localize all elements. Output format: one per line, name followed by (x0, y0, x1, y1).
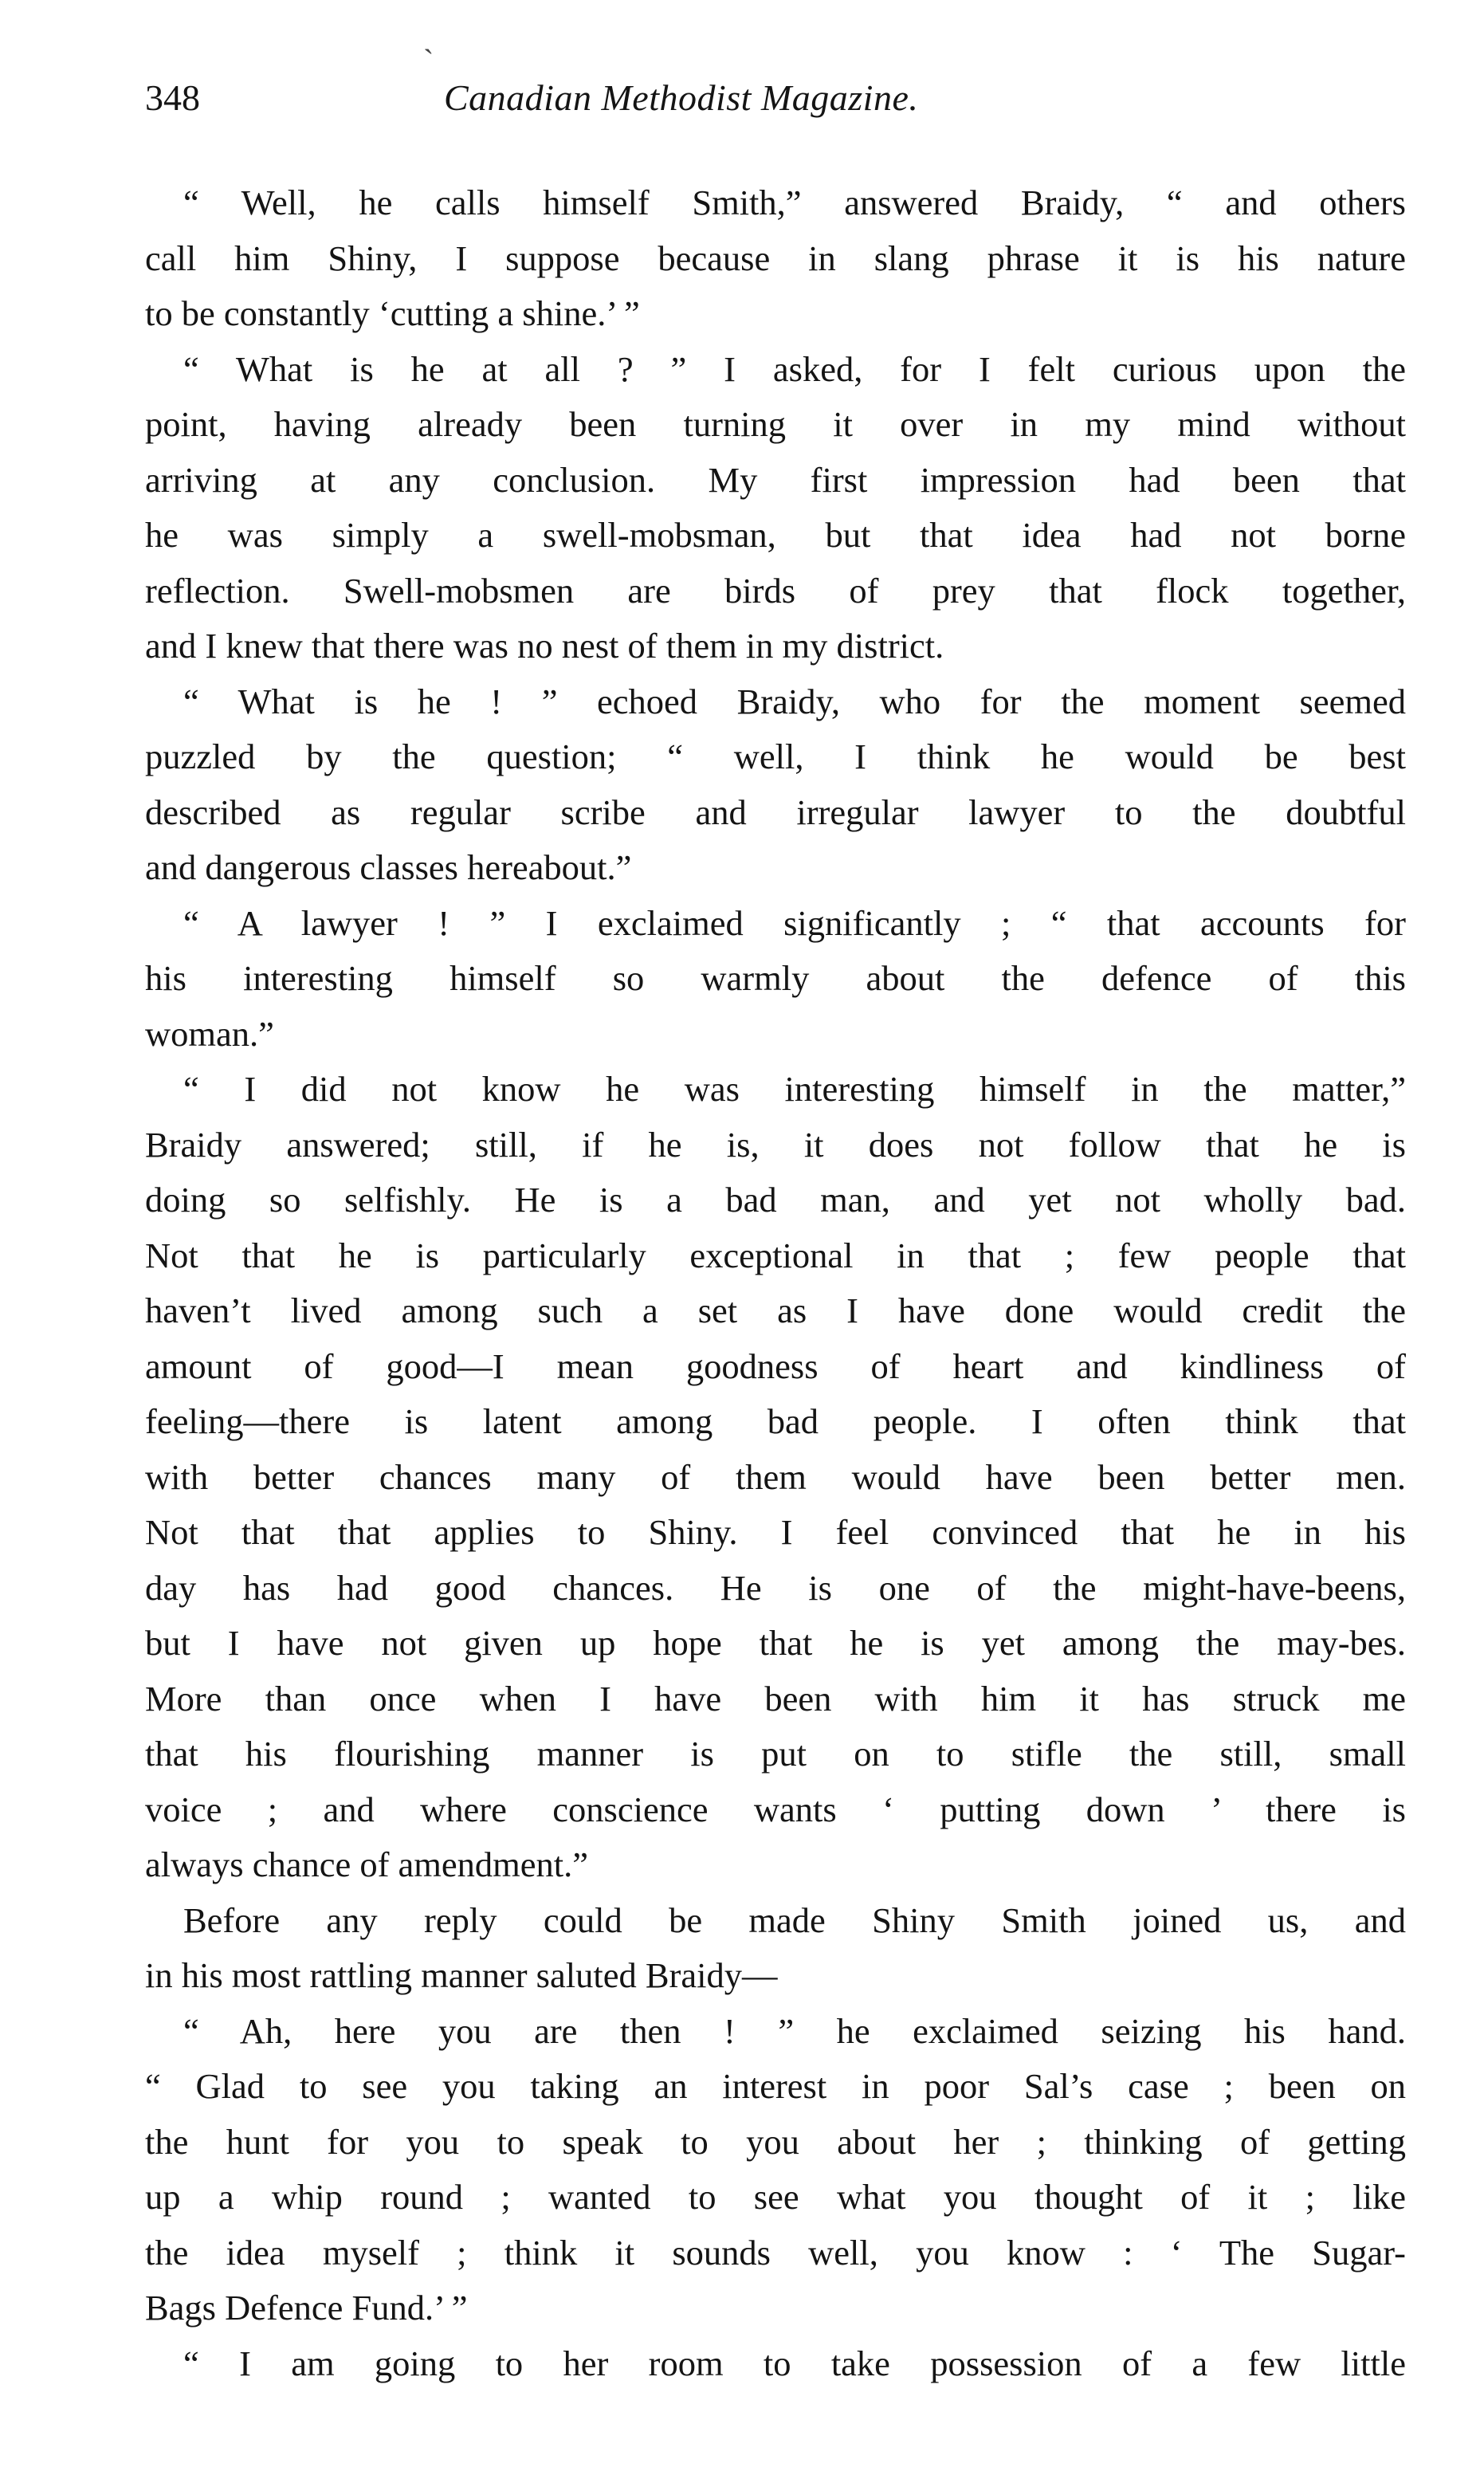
paragraph-1 (145, 175, 1406, 342)
paragraph-3 (145, 674, 1406, 896)
text-line: described as regular scribe and irregular lawyer to the doubtful (145, 792, 1406, 832)
text-line: arriving at any conclusion. My first impression had been that (145, 459, 1406, 500)
text-line: his interesting himself so warmly about the defence of this (145, 958, 1406, 998)
text-line: in his most rattling manner saluted Braidy— (145, 1955, 778, 1995)
text-line: “ Ah, here you are then ! ” he exclaimed seizing his hand. (183, 2010, 1406, 2051)
text-line: haven’t lived among such a set as I have done would credit the (145, 1290, 1406, 1330)
text-line: More than once when I have been with him it has struck me (145, 1678, 1406, 1719)
text-line: Before any reply could be made Shiny Smith joined us, and (183, 1899, 1406, 1940)
text-line: he was simply a swell-mobsman, but that idea had not borne (145, 515, 1406, 555)
running-title: Canadian Methodist Magazine. (444, 77, 919, 118)
text-line: puzzled by the question; “ well, I think he would be best (145, 737, 1406, 776)
text-line: voice ; and where conscience wants ‘ putting down ’ there is (145, 1789, 1406, 1829)
text-line: up a whip round ; wanted to see what you thought of it ; like (145, 2177, 1406, 2217)
text-line: feeling—there is latent among bad people. I often think that (145, 1401, 1406, 1441)
text-line: Braidy answered; still, if he is, it does not follow that he is (145, 1124, 1406, 1165)
text-line: the idea myself ; think it sounds well, you know : ‘ The Sugar- (145, 2232, 1406, 2273)
text-line: “ I am going to her room to take possession of a few little (183, 2343, 1406, 2383)
paragraph-6 (145, 1893, 1406, 2004)
paragraph-5 (145, 1062, 1406, 1893)
text-line: “ A lawyer ! ” I exclaimed significantly ; “ that accounts for (183, 902, 1406, 943)
stray-ink-mark: ˎ (423, 18, 434, 54)
text-line: “ Glad to see you taking an interest in poor Sal’s case ; been on (145, 2066, 1406, 2106)
paragraph-4 (145, 896, 1406, 1063)
text-line: with better chances many of them would have been better men. (145, 1456, 1406, 1497)
paragraph-7 (145, 2004, 1406, 2336)
text-line: call him Shiny, I suppose because in slang phrase it is his nature (145, 238, 1406, 278)
text-line: the hunt for you to speak to you about her ; thinking of getting (145, 2121, 1406, 2162)
text-line: Not that he is particularly exceptional in that ; few people that (145, 1235, 1406, 1275)
text-line: that his flourishing manner is put on to stifle the still, small (145, 1734, 1406, 1774)
text-line: but I have not given up hope that he is yet among the may-bes. (145, 1623, 1406, 1663)
text-line: amount of good—I mean goodness of heart and kindliness of (145, 1345, 1406, 1386)
text-line: Not that that applies to Shiny. I feel convinced that he in his (145, 1512, 1406, 1552)
text-line: doing so selfishly. He is a bad man, and yet not wholly bad. (145, 1180, 1406, 1220)
text-line: always chance of amendment.” (145, 1844, 588, 1884)
paragraph-2 (145, 342, 1406, 674)
text-line: “ I did not know he was interesting himself in the matter,” (183, 1069, 1406, 1109)
book-page (145, 73, 1406, 2391)
text-line: woman.” (145, 1013, 274, 1054)
text-line: day has had good chances. He is one of the might-have-beens, (145, 1567, 1406, 1608)
text-line: and I knew that there was no nest of them in my district. (145, 626, 944, 666)
body-text (145, 175, 1406, 2391)
page-header (145, 73, 1406, 129)
text-line: and dangerous classes hereabout.” (145, 847, 632, 887)
text-line: “ What is he at all ? ” I asked, for I felt curious upon the (183, 348, 1406, 389)
text-line: “ Well, he calls himself Smith,” answered Braidy, “ and others (183, 183, 1406, 222)
page-number: 348 (145, 77, 200, 118)
text-line: Bags Defence Fund.’ ” (145, 2288, 468, 2328)
text-line: “ What is he ! ” echoed Braidy, who for the moment seemed (183, 681, 1406, 721)
text-line: to be constantly ‘cutting a shine.’ ” (145, 293, 640, 333)
text-line: point, having already been turning it over in my mind without (145, 404, 1406, 444)
text-line: reflection. Swell-mobsmen are birds of prey that flock together, (145, 570, 1406, 611)
paragraph-8 (145, 2336, 1406, 2392)
